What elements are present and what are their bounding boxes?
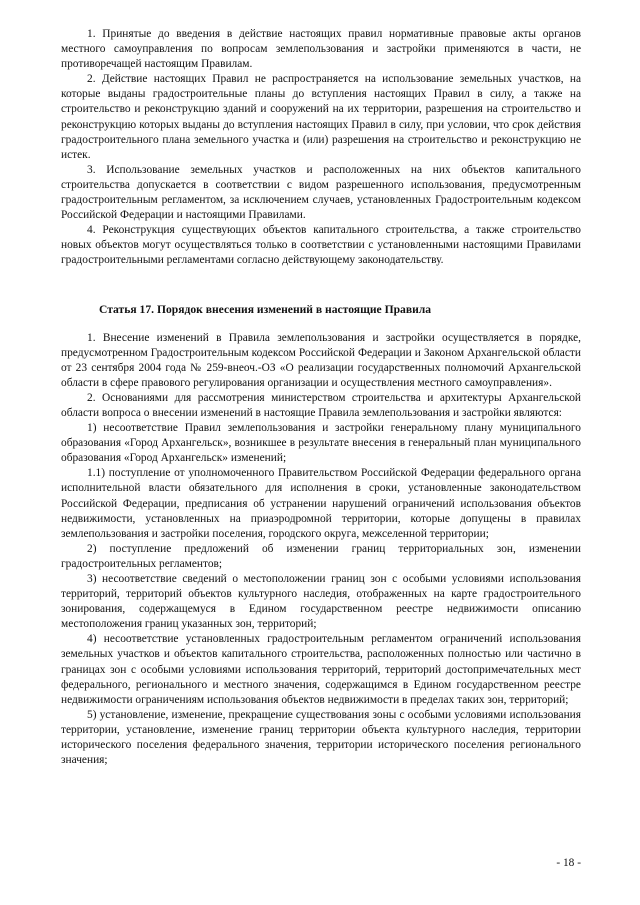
paragraph: 3. Использование земельных участков и расположенных на них объектов капитального строительства допускается в соответствии с видом разрешенного использования, предусмотренным градостроительным регламентом, за исключением случаев, установленных Градостроительным кодексом Российской Федерации и настоящими Правилами. xyxy=(61,163,581,222)
list-item: 2) поступление предложений об изменении границ территориальных зон, изменении градостроительных регламентов; xyxy=(61,542,581,570)
document-page xyxy=(61,27,581,768)
list-item: 1) несоответствие Правил землепользования и застройки генеральному плану муниципального образования «Город Архангельск», возникшее в результате внесения в генеральный план муниципального образования «Город Архангельск» изменений; xyxy=(61,422,581,465)
list-item: 1.1) поступление от уполномоченного Правительством Российской Федерации федерального органа исполнительной власти обязательного для исполнения в сроки, установленные законодательством Российской Федерации, предписания об устранении нарушений ограничений использования объектов недвижимости, установленных на приаэродромной территории, которые допущены в правилах землепользования и застройки поселения, городского округа, межселенной территории; xyxy=(61,467,581,540)
list-item: 5) установление, изменение, прекращение существования зоны с особыми условиями использования территории, установление, изменение границ территории объекта культурного наследия, территории исторического поселения федерального значения, территории исторического поселения регионального значения; xyxy=(61,708,581,767)
paragraph: 1. Принятые до введения в действие настоящих правил нормативные правовые акты органов местного самоуправления по вопросам землепользования и застройки применяются в части, не противоречащей настоящим Правилам. xyxy=(61,28,581,71)
section-article-17 xyxy=(61,331,581,769)
paragraph: 2. Основаниями для рассмотрения министерством строительства и архитектуры Архангельской области вопроса о внесении изменений в настоящие Правила землепользования и застройки являются: xyxy=(61,391,581,419)
paragraph: 2. Действие настоящих Правил не распространяется на использование земельных участков, на которые выданы градостроительные планы до вступления настоящих Правил в силу, а также на строительство и реконструкцию зданий и сооружений на их территории, разрешения на строительство и реконструкцию которых выданы до вступления настоящих Правил в силу, при условии, что срок действия градостроительного плана земельного участка и (или) разрешения на строительство и реконструкцию не истек. xyxy=(61,73,581,161)
list-item: 3) несоответствие сведений о местоположении границ зон с особыми условиями использования территорий, территорий объектов культурного наследия, отображенных на карте градостроительного зонирования, содержащемуся в Едином государственном реестре недвижимости описанию местоположения границ указанных зон, территорий; xyxy=(61,573,581,631)
paragraph: 1. Внесение изменений в Правила землепользования и застройки осуществляется в порядке, предусмотренном Градостроительным кодексом Российской Федерации и Законом Архангельской области от 23 сентября 2004 года № 259-внеоч.-ОЗ «О реализации государственных полномочий Архангельской области в сфере правового регулирования организации и осуществления местного самоуправления». xyxy=(61,331,581,389)
section-general-provisions xyxy=(61,27,581,269)
paragraph: 4. Реконструкция существующих объектов капитального строительства, а также строительство новых объектов могут осуществляться только в соответствии с установленными настоящими Правилами градостроительными регламентами согласно действующему законодательству. xyxy=(61,224,581,267)
page-number: - 18 - xyxy=(556,857,581,869)
article-17-title: Статья 17. Порядок внесения изменений в настоящие Правила xyxy=(99,302,432,316)
list-item: 4) несоответствие установленных градостроительным регламентом ограничений использования земельных участков и объектов капитального строительства, расположенных полностью или частично в границах зон с особыми условиями использования территорий, территорий достопримечательных мест федерального, регионального и местного значения, содержащимся в Едином государственном реестре недвижимости ограничениям использования объектов недвижимости в пределах таких зон, территорий; xyxy=(61,633,581,706)
